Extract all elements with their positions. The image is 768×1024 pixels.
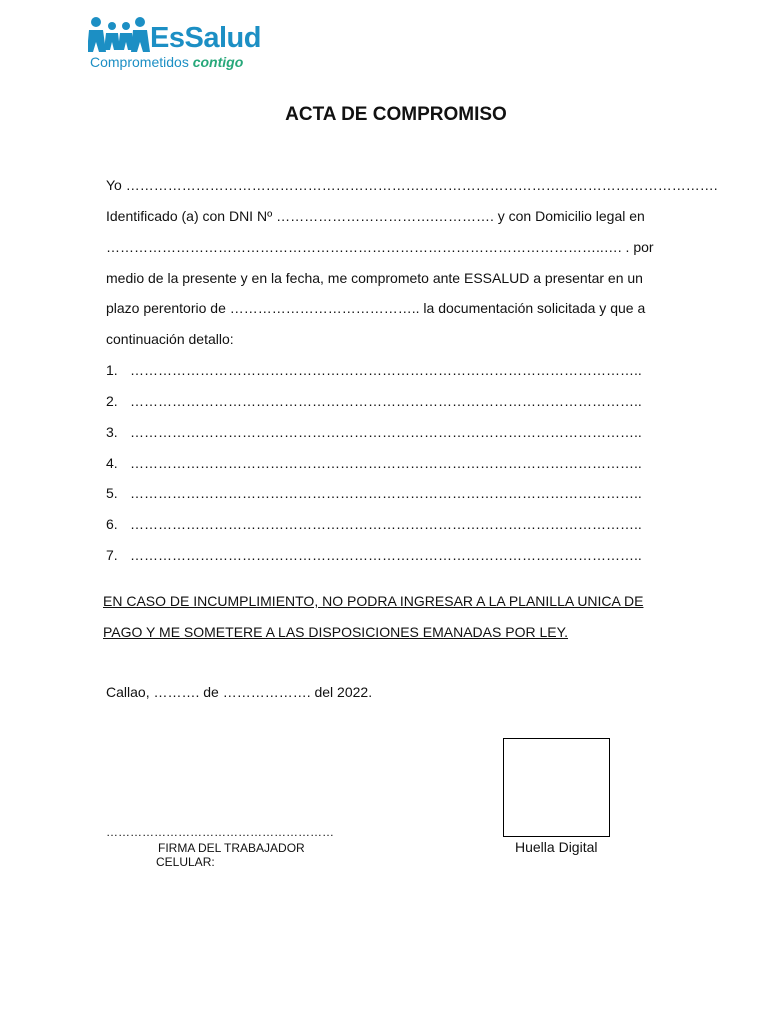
- logo-tagline-emphasis: contigo: [192, 54, 244, 70]
- list-item: [106, 393, 642, 409]
- essalud-logo: [88, 16, 278, 74]
- fingerprint-box: [503, 738, 610, 837]
- list-item-number: 1.: [106, 362, 118, 378]
- fingerprint-label: Huella Digital: [515, 839, 598, 855]
- place-date-line: Callao, ………. de ………………. del 2022.: [106, 684, 373, 700]
- list-item: [106, 516, 642, 532]
- signature-label: FIRMA DEL TRABAJADOR: [158, 841, 305, 855]
- family-figures-icon: [88, 16, 150, 56]
- list-item: [106, 485, 642, 501]
- list-item-blank: ………………………………………………………………………………………………..: [130, 516, 642, 532]
- list-item: [106, 547, 642, 563]
- list-item-number: 7.: [106, 547, 118, 563]
- phone-label: CELULAR:: [156, 855, 215, 869]
- logo-tagline-main: Comprometidos: [90, 54, 189, 70]
- list-item-blank: ………………………………………………………………………………………………..: [130, 424, 642, 440]
- list-item-blank: ………………………………………………………………………………………………..: [130, 362, 642, 378]
- body-line-deadline: plazo perentorio de ………………………………….. la documentación solicitada y que a: [106, 300, 646, 316]
- body-line-name: Yo ……………………………………………………………………………………………………………….: [106, 177, 718, 193]
- logo-brand: EsSalud: [150, 22, 261, 54]
- list-item-number: 6.: [106, 516, 118, 532]
- list-item-number: 3.: [106, 424, 118, 440]
- body-line-commitment: medio de la presente y en la fecha, me comprometo ante ESSALUD a presentar en un: [106, 270, 643, 286]
- signature-line: …………………………………………………: [106, 825, 334, 839]
- body-line-detail: continuación detallo:: [106, 331, 234, 347]
- body-line-dni: Identificado (a) con DNI Nº …………………………….…………. y con Domicilio legal en: [106, 208, 645, 224]
- logo-tagline: [90, 54, 243, 70]
- list-item-number: 4.: [106, 455, 118, 471]
- warning-line-2: PAGO Y ME SOMETERE A LAS DISPOSICIONES EMANADAS POR LEY.: [103, 624, 569, 640]
- list-item-blank: ………………………………………………………………………………………………..: [130, 455, 642, 471]
- list-item: [106, 424, 642, 440]
- list-item-blank: ………………………………………………………………………………………………..: [130, 485, 642, 501]
- list-item: [106, 362, 642, 378]
- list-item-blank: ………………………………………………………………………………………………..: [130, 547, 642, 563]
- list-item: [106, 455, 642, 471]
- warning-line-1: EN CASO DE INCUMPLIMIENTO, NO PODRA INGRESAR A LA PLANILLA UNICA DE: [103, 593, 644, 609]
- list-item-number: 5.: [106, 485, 118, 501]
- document-title: ACTA DE COMPROMISO: [285, 104, 507, 125]
- list-item-blank: ………………………………………………………………………………………………..: [130, 393, 642, 409]
- body-line-address: ……………………………………………………………………………………………..…. . por: [106, 239, 654, 255]
- list-item-number: 2.: [106, 393, 118, 409]
